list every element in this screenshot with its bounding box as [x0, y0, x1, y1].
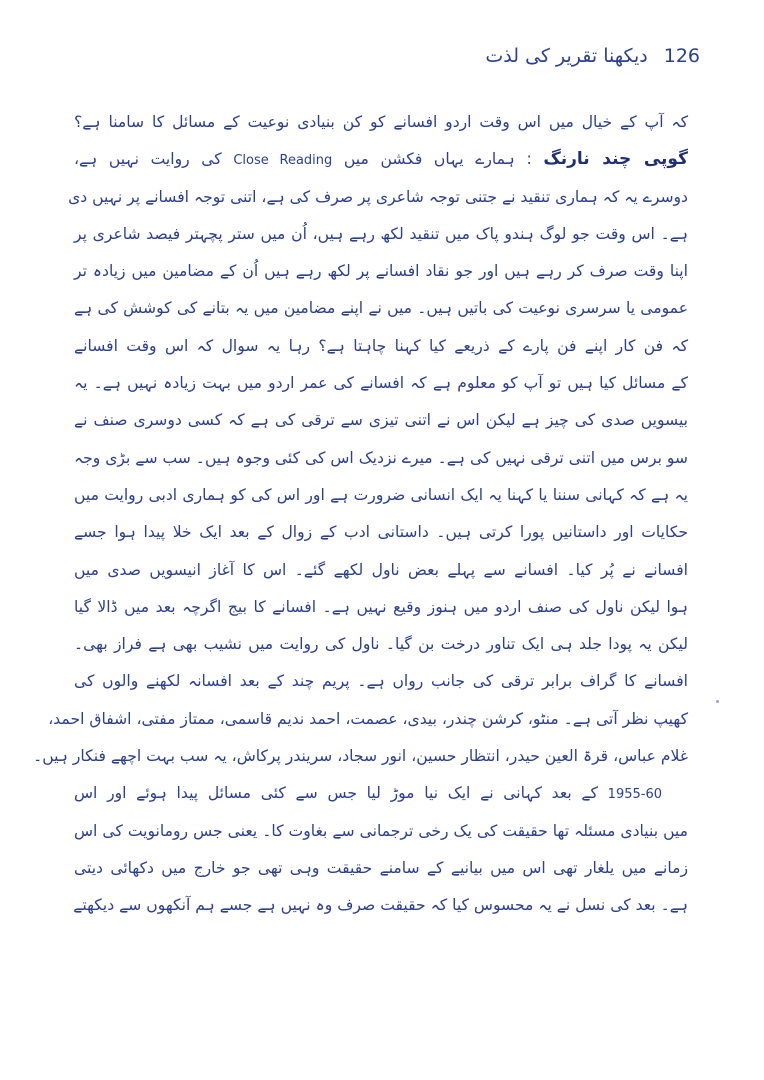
text-line: بیسویں صدی کی چیز ہے لیکن اس نے اتنی تیزی سے ترقی کی ہے کہ کسی دوسری صنف نے — [74, 411, 688, 430]
text-line: سو برس میں اتنی ترقی نہیں کی ہے۔ میرے نزدیک اس کی کئی وجوہ ہیں۔ سب سے بڑی وجہ — [73, 448, 688, 467]
text-line: ہے۔ اس وقت جو لوگ ہندو پاک میں تنقید لکھ رہے ہیں، اُن میں ستر پچہتر فیصد شاعری پر — [74, 224, 688, 243]
text-fragment: کے بعد کہانی نے ایک نیا موڑ لیا جس سے کئی مسائل پیدا ہوئے اور اس — [74, 784, 598, 803]
text-line: یہ ہے کہ کہانی سننا یا کہنا یہ ایک انسانی ضرورت ہے اور اس کی کو ہماری ادبی روایت میں — [74, 485, 688, 504]
page-number: 126 — [663, 45, 700, 67]
text-line: کہ فن کار اپنے فن پارے کے ذریعے کیا کہنا چاہتا ہے؟ رہا یہ سوال کہ اس وقت افسانے — [74, 336, 688, 355]
latin-term: Close Reading — [233, 153, 333, 169]
body-text — [33, 104, 688, 925]
text-line: دوسرے یہ کہ ہماری تنقید نے جتنی توجہ شاعری پر صرف کی ہے، اتنی توجہ افسانے پر نہیں دی — [68, 187, 688, 206]
year-range: 1955-60 — [607, 787, 662, 803]
text-line: اپنا وقت صرف کر رہے ہیں اور جو نقاد افسانے پر لکھ رہے ہیں اُن کے مضامین میں زیادہ تر — [74, 262, 688, 281]
text-line-paragraph-start — [74, 775, 688, 812]
page-header — [470, 38, 700, 74]
text-line: لیکن یہ پودا جلد ہی ایک تناور درخت بن گیا۔ ناول کی روایت میں نشیب بھی ہے فراز بھی۔ — [74, 635, 688, 654]
speaker-separator: : — [526, 150, 532, 169]
text-line: کے مسائل کیا ہیں تو آپ کو معلوم ہے کہ افسانے کی عمر اردو میں بہت زیادہ نہیں ہے۔ یہ — [74, 374, 688, 393]
text-line: عمومی یا سرسری نوعیت کی باتیں ہیں۔ میں نے اپنے مضامین میں یہ بتانے کی کوشش کی ہے — [74, 299, 688, 318]
speaker-name: گوپی چند نارنگ — [543, 149, 688, 170]
text-line: زمانے میں یلغار تھی اس میں بیانیے کے سامنے حقیقت وہی تھی جو خارج میں دکھائی دیتی — [74, 858, 688, 877]
margin-dot — [716, 700, 719, 703]
text-line: غلام عباس، قرۃ العین حیدر، انتظار حسین، انور سجاد، سریندر پرکاش، یہ سب بہت اچھے فنکار ہیں۔ — [33, 747, 688, 766]
text-line: حکایات اور داستانیں پورا کرتی ہیں۔ داستانی ادب کے زوال کے بعد ایک خلا پیدا ہوا جسے — [74, 523, 688, 542]
text-line: ہے۔ بعد کی نسل نے یہ محسوس کیا کہ حقیقت صرف وہ نہیں ہے جسے ہم آنکھوں سے دیکھتے — [73, 896, 688, 915]
text-line: کھیپ نظر آتی ہے۔ منٹو، کرشن چندر، بیدی، عصمت، احمد ندیم قاسمی، ممتاز مفتی، اشفاق احمد، — [48, 709, 688, 728]
text-fragment: کی روایت نہیں ہے، — [74, 150, 222, 169]
text-fragment: ہمارے یہاں فکشن میں — [343, 150, 515, 169]
text-line-speaker — [74, 141, 688, 178]
text-line: افسانے نے پُر کیا۔ افسانے سے پہلے بعض ناول لکھے گئے۔ اس کا آغاز انیسویں صدی میں — [74, 560, 688, 579]
text-line: کہ آپ کے خیال میں اس وقت اردو افسانے کو کن بنیادی نوعیت کے مسائل کا سامنا ہے؟ — [74, 113, 688, 131]
text-line: میں بنیادی مسئلہ تھا حقیقت کی یک رخی ترجمانی سے بغاوت کا۔ یعنی جس رومانویت کی اس — [74, 821, 688, 840]
text-line: افسانے کا گراف برابر ترقی کی جانب رواں ہے۔ پریم چند کے بعد افسانہ لکھنے والوں کی — [74, 672, 688, 691]
running-title: دیکھنا تقریر کی لذت — [485, 45, 648, 67]
text-line: ہوا لیکن ناول کی صنف اردو میں ہنوز وقیع نہیں ہے۔ افسانے کا بیج اگرچہ بعد میں ڈالا گیا — [74, 597, 688, 616]
